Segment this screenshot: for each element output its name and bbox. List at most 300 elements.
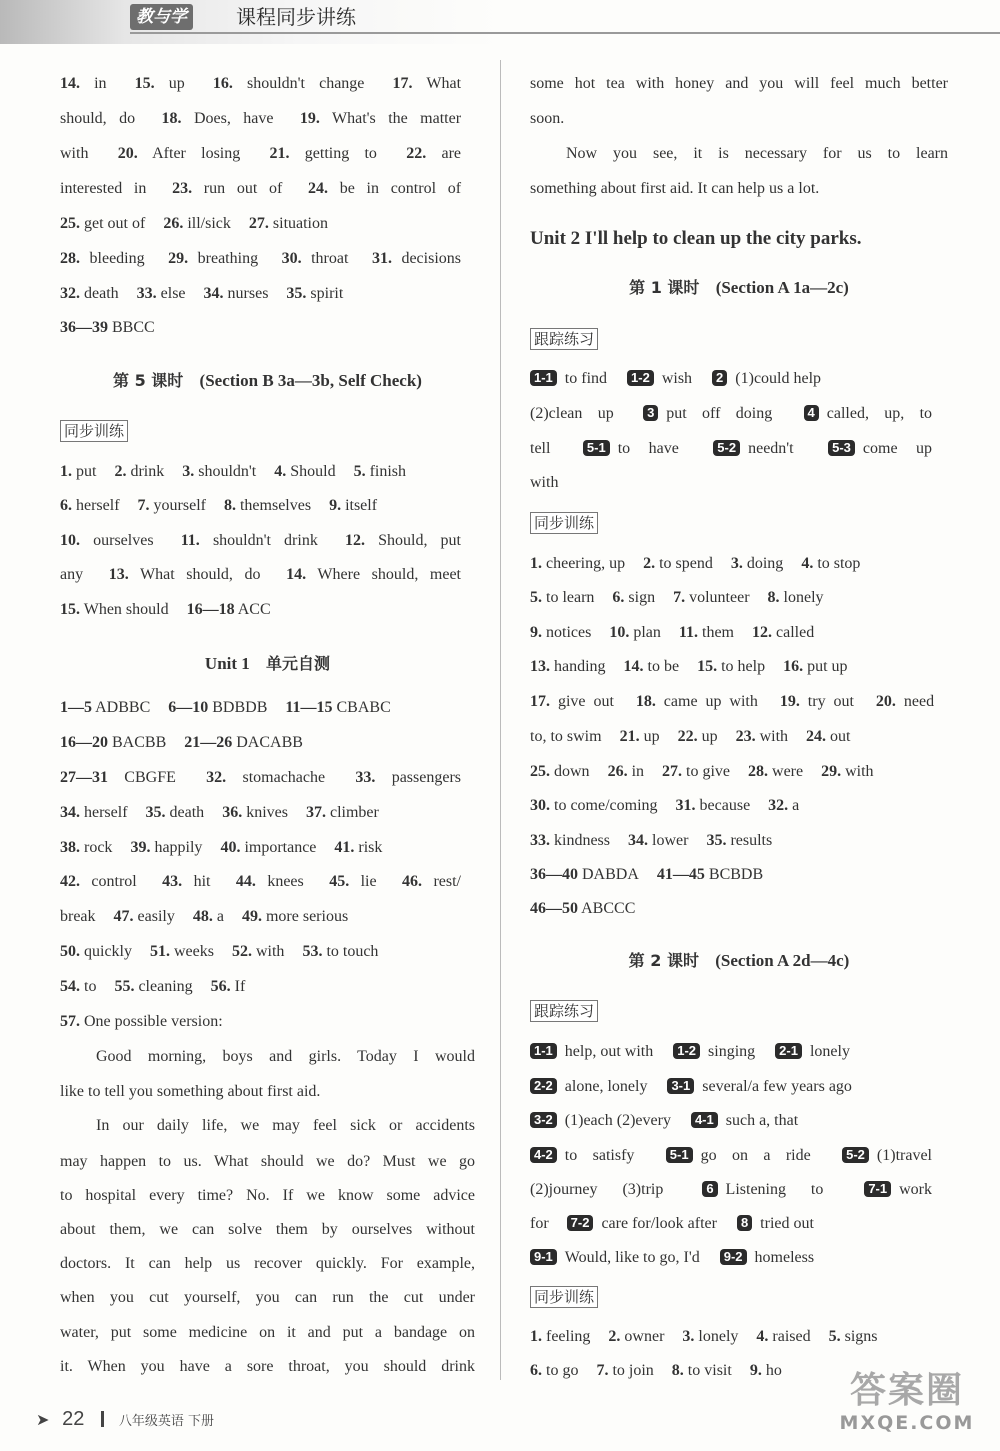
- question-number: 33.: [355, 769, 376, 786]
- question-number: 54.: [60, 978, 80, 995]
- answer-text: themselves: [239, 497, 312, 514]
- question-number: 20.: [117, 145, 138, 162]
- answer-line: [530, 554, 874, 574]
- question-number-badge: 3: [643, 405, 658, 421]
- lesson-heading: [530, 948, 948, 971]
- answer-item: [682, 1328, 738, 1345]
- answer-text: (1)could help: [735, 370, 822, 387]
- answer-text: plan: [633, 624, 661, 641]
- answer-item: [306, 804, 379, 821]
- answer-item: [697, 658, 765, 675]
- question-number: 17.: [530, 693, 550, 710]
- answer-item: [676, 797, 751, 814]
- answer-line: [530, 1361, 796, 1381]
- unit-test-label: 单元自测: [266, 654, 331, 673]
- answer-item: [748, 763, 803, 780]
- question-number-badge: 4-1: [691, 1112, 718, 1128]
- question-number: 50.: [60, 943, 80, 960]
- question-number: 12.: [752, 624, 772, 641]
- question-number: 9.: [530, 624, 542, 641]
- answer-item: [679, 624, 734, 641]
- answer-line: [530, 796, 813, 816]
- answer-text: (1)travel: [876, 1147, 932, 1164]
- answer-line: [60, 907, 362, 927]
- essay-line: water, put some medicine on it and put a bandage on: [60, 1324, 475, 1341]
- answer-text: try out: [807, 693, 854, 710]
- answer-item: [60, 319, 155, 336]
- question-number: 31.: [675, 797, 696, 814]
- question-number: 10.: [609, 624, 630, 641]
- question-number: 3.: [182, 463, 195, 480]
- answer-item: [678, 728, 718, 745]
- answer-text: shouldn't drink: [212, 532, 318, 549]
- book-label: 八年级英语 下册: [118, 1414, 214, 1429]
- answer-text: bleeding: [89, 250, 145, 267]
- answer-item: [60, 463, 96, 480]
- answer-line: [60, 249, 475, 269]
- answer-item: [672, 1362, 732, 1379]
- question-number: 27—31: [60, 769, 108, 786]
- answer-item: [60, 978, 96, 995]
- question-number: 16—18: [186, 601, 235, 618]
- question-number: 42.: [60, 873, 80, 890]
- answer-item: [249, 215, 328, 232]
- question-number: 32.: [60, 285, 80, 302]
- question-number: 36—40: [530, 866, 578, 883]
- brand-logo: 教与学: [130, 4, 193, 30]
- answer-line: [60, 144, 475, 164]
- answer-item: [736, 728, 788, 745]
- answer-text: breathing: [197, 250, 259, 267]
- answer-text: notices: [546, 624, 592, 641]
- lesson-heading: [530, 275, 948, 298]
- answer-item: [224, 497, 311, 514]
- answer-line: [60, 109, 475, 129]
- answer-text: come up: [862, 440, 933, 457]
- answer-item: [530, 797, 658, 814]
- question-number: 21.: [269, 145, 290, 162]
- question-number: 17.: [392, 75, 413, 92]
- question-number-badge: 2: [712, 370, 727, 386]
- question-number-badge: 4: [804, 405, 819, 421]
- answer-item: [211, 978, 246, 995]
- answer-text: itself: [345, 497, 378, 514]
- answer-line: [530, 369, 837, 389]
- answer-line: [60, 318, 169, 338]
- watermark: [832, 1362, 982, 1442]
- answer-item: [168, 699, 267, 716]
- answer-text: work: [899, 1181, 933, 1198]
- answer-item: [768, 797, 799, 814]
- essay-line: about them, we can solve them by ourselves without: [60, 1221, 475, 1238]
- answer-text: to touch: [326, 943, 379, 960]
- question-number: 8.: [671, 1362, 684, 1379]
- section-label: 跟踪练习: [530, 1000, 598, 1022]
- question-number-badge: 9-2: [720, 1249, 747, 1265]
- answer-text: herself: [84, 804, 128, 821]
- question-number: 11.: [180, 532, 200, 549]
- question-number: 23.: [172, 180, 193, 197]
- answer-text: down: [554, 763, 590, 780]
- question-number: 18.: [635, 693, 656, 710]
- answer-text: death: [169, 804, 205, 821]
- question-number: 44.: [235, 873, 256, 890]
- answer-item: [334, 839, 382, 856]
- answer-line: [60, 496, 391, 516]
- answer-line: [530, 1214, 830, 1234]
- answer-item: [329, 497, 377, 514]
- question-number: 28.: [60, 250, 80, 267]
- answer-text: BBCC: [112, 319, 155, 336]
- question-number: 9.: [329, 497, 342, 514]
- answer-text: run out of: [203, 180, 283, 197]
- question-number: 6.: [612, 589, 625, 606]
- answer-text: up: [168, 75, 185, 92]
- lesson-heading: [60, 368, 475, 391]
- answer-item: [282, 250, 349, 267]
- question-number: 51.: [150, 943, 170, 960]
- answer-continuation: (2)journey (3)trip: [530, 1181, 664, 1198]
- answer-item: [162, 873, 210, 890]
- answer-item: [135, 75, 185, 92]
- answer-text: What should, do: [140, 566, 261, 583]
- answer-line: [530, 692, 948, 712]
- answer-item: [138, 497, 206, 514]
- answer-text: them: [702, 624, 734, 641]
- answer-text: kindness: [554, 832, 610, 849]
- answer-item: [118, 145, 241, 162]
- question-number: 35.: [286, 285, 307, 302]
- answer-item: [731, 555, 783, 572]
- question-number: 19.: [779, 693, 800, 710]
- answer-text: throat: [311, 250, 349, 267]
- question-number: 28.: [748, 763, 769, 780]
- question-number: 14.: [286, 566, 307, 583]
- question-number: 22.: [677, 728, 698, 745]
- answer-text: put off doing: [666, 405, 773, 422]
- question-number: 47.: [113, 908, 134, 925]
- question-number-badge: 2-2: [530, 1078, 557, 1094]
- section-label: 同步训练: [60, 420, 128, 442]
- answer-item: [274, 463, 335, 480]
- answer-item: [168, 250, 258, 267]
- answer-continuation: tell: [530, 440, 551, 457]
- answer-item: [60, 285, 119, 302]
- question-number: 25.: [60, 215, 80, 232]
- answer-item: [530, 658, 606, 675]
- answer-text: hit: [193, 873, 211, 890]
- question-number-badge: 1-1: [530, 1043, 557, 1059]
- question-number: 55.: [114, 978, 135, 995]
- answer-item: [60, 769, 176, 786]
- answer-item: [232, 943, 284, 960]
- question-number: 14.: [60, 75, 80, 92]
- question-number: 30.: [530, 797, 550, 814]
- answer-text: help, out with: [564, 1043, 654, 1060]
- question-number: 16.: [783, 658, 804, 675]
- question-number: 2.: [643, 555, 656, 572]
- question-number: 8.: [767, 589, 780, 606]
- answer-item: [285, 699, 390, 716]
- question-number-badge: 8: [737, 1215, 752, 1231]
- answer-item: [530, 624, 591, 641]
- answer-text: needn't: [748, 440, 794, 457]
- question-number-badge: 5-1: [666, 1147, 693, 1163]
- answer-text: called: [776, 624, 815, 641]
- answer-text: several/a few years ago: [702, 1078, 852, 1095]
- answer-text: When should: [83, 601, 169, 618]
- question-number-badge: 3-2: [530, 1112, 557, 1128]
- question-number: 35.: [706, 832, 727, 849]
- answer-text: lower: [652, 832, 689, 849]
- question-number-badge: 1-2: [673, 1043, 700, 1059]
- question-number: 48.: [192, 908, 213, 925]
- answer-item: [756, 1328, 810, 1345]
- answer-line: [60, 74, 475, 94]
- answer-item: [768, 589, 824, 606]
- answer-item: [530, 693, 614, 710]
- question-number: 33.: [530, 832, 550, 849]
- answer-text: lie: [360, 873, 377, 890]
- question-number-badge: 3-1: [667, 1078, 694, 1094]
- unit-title: Unit 2 I'll help to clean up the city parks.: [530, 228, 862, 249]
- question-number: 29.: [821, 763, 842, 780]
- answer-text: came up with: [663, 693, 758, 710]
- answer-item: [530, 866, 639, 883]
- question-number: 33.: [136, 285, 157, 302]
- essay-line: when you cut yourself, you can run the cut under: [60, 1289, 475, 1306]
- question-number: 36—39: [60, 319, 108, 336]
- question-number: 57.: [60, 1013, 80, 1030]
- answer-item: [355, 769, 461, 786]
- answer-text: nurses: [227, 285, 269, 302]
- question-number: 21.: [619, 728, 640, 745]
- answer-text: shouldn't: [198, 463, 257, 480]
- answer-line: [60, 531, 475, 551]
- answer-line: [60, 600, 285, 620]
- answer-text: up: [701, 728, 718, 745]
- answer-item: [530, 1362, 578, 1379]
- answer-item: [530, 900, 635, 917]
- lesson-section: (Section A 1a—2c): [715, 278, 849, 297]
- answer-item: [530, 763, 590, 780]
- essay-line: Now you see, it is necessary for us to learn: [566, 145, 948, 162]
- answer-text: go on a ride: [700, 1147, 811, 1164]
- answer-text: raised: [772, 1328, 811, 1345]
- answer-item: [662, 763, 730, 780]
- answer-text: to join: [612, 1362, 654, 1379]
- question-number: 15.: [697, 658, 718, 675]
- answer-text: such a, that: [725, 1112, 799, 1129]
- question-number: 19.: [299, 110, 320, 127]
- answer-item: [806, 728, 850, 745]
- answer-continuation: break: [60, 908, 96, 925]
- lesson-number: 第 1 课时: [629, 278, 700, 297]
- answer-text: in: [94, 75, 107, 92]
- answer-line: [60, 977, 259, 997]
- question-number: 27.: [662, 763, 683, 780]
- answer-text: in: [631, 763, 645, 780]
- question-number: 41.: [334, 839, 355, 856]
- question-number: 39.: [130, 839, 151, 856]
- answer-continuation: to, to swim: [530, 728, 602, 745]
- question-number-badge: 5-1: [583, 440, 610, 456]
- answer-item: [402, 873, 461, 890]
- lesson-section: (Section A 2d—4c): [715, 951, 850, 970]
- section-label: 同步训练: [530, 1286, 598, 1308]
- answer-text: knees: [267, 873, 304, 890]
- answer-continuation: (2)clean up: [530, 405, 614, 422]
- answer-item: [270, 145, 377, 162]
- answer-text: drink: [130, 463, 165, 480]
- answer-item: [114, 463, 164, 480]
- answer-text: feeling: [546, 1328, 591, 1345]
- answer-item: [801, 555, 860, 572]
- answer-item: [530, 1328, 590, 1345]
- answer-line: [60, 462, 420, 482]
- answer-text: knives: [246, 804, 288, 821]
- question-number: 31.: [371, 250, 392, 267]
- answer-line: [60, 698, 405, 718]
- answer-text: Would, like to go, I'd: [564, 1249, 700, 1266]
- watermark-logo-text: 答案圈: [849, 1370, 964, 1411]
- answer-text: BACBB: [112, 734, 167, 751]
- answer-item: [181, 532, 318, 549]
- answer-item: [628, 832, 688, 849]
- answer-item: [643, 555, 713, 572]
- question-number-badge: 9-1: [530, 1249, 557, 1265]
- question-number: 5.: [530, 589, 542, 606]
- answer-text: results: [730, 832, 773, 849]
- watermark-url: MXQE.COM: [839, 1412, 975, 1434]
- answer-line: [530, 1042, 866, 1062]
- question-number: 53.: [302, 943, 323, 960]
- answer-text: handing: [554, 658, 606, 675]
- answer-line: [530, 865, 777, 885]
- question-number: 1—5: [60, 699, 92, 716]
- question-number: 46—50: [530, 900, 578, 917]
- question-number: 4.: [756, 1328, 769, 1345]
- question-number-badge: 7-2: [567, 1215, 594, 1231]
- essay-line: doctors. It can help us recover quickly. For example,: [60, 1255, 475, 1272]
- section-label: 跟踪练习: [530, 328, 598, 350]
- answer-text: to find: [564, 370, 608, 387]
- question-number: 7.: [673, 589, 686, 606]
- answer-line: [60, 803, 393, 823]
- question-number-badge: 4-2: [530, 1147, 557, 1163]
- answer-line: [60, 942, 392, 962]
- answer-item: [608, 1328, 664, 1345]
- answer-item: [286, 566, 461, 583]
- question-number: 7.: [137, 497, 150, 514]
- answer-text: out: [830, 728, 851, 745]
- answer-item: [612, 589, 655, 606]
- answer-text: If: [234, 978, 246, 995]
- answer-item: [750, 1362, 782, 1379]
- answer-text: Should, put: [378, 532, 462, 549]
- answer-item: [752, 624, 814, 641]
- question-number-badge: 5-2: [842, 1147, 869, 1163]
- question-number: 45.: [329, 873, 350, 890]
- answer-text: yourself: [153, 497, 206, 514]
- answer-text: ABCCC: [581, 900, 636, 917]
- answer-item: [596, 1362, 653, 1379]
- essay-line: to hospital every time? No. If we know some advice: [60, 1187, 475, 1204]
- answer-item: [206, 769, 325, 786]
- answer-line: [530, 1111, 814, 1131]
- answer-line: [60, 838, 396, 858]
- question-number: 8.: [223, 497, 236, 514]
- answer-line: [60, 565, 475, 585]
- answer-text: risk: [358, 839, 383, 856]
- answer-line: [60, 179, 475, 199]
- question-number: 9.: [749, 1362, 762, 1379]
- answer-text: shouldn't change: [247, 75, 365, 92]
- answer-line: [530, 1327, 892, 1347]
- answer-line: [60, 284, 357, 304]
- answer-text: a: [792, 797, 800, 814]
- answer-text: CBGFE: [124, 769, 176, 786]
- answer-line: with: [530, 474, 559, 491]
- answer-item: [302, 943, 378, 960]
- question-number: 15.: [60, 601, 80, 618]
- question-number: 6.: [60, 497, 72, 514]
- question-number: 34.: [628, 832, 648, 849]
- question-number: 46.: [402, 873, 423, 890]
- answer-item: [60, 497, 120, 514]
- answer-continuation: any: [60, 566, 84, 583]
- question-number: 5.: [828, 1328, 841, 1345]
- header-title: 课程同步讲练: [236, 5, 356, 29]
- question-number: 4.: [274, 463, 287, 480]
- answer-text: BCBDB: [708, 866, 764, 883]
- answer-text: getting to: [304, 145, 377, 162]
- answer-item: [187, 601, 271, 618]
- question-number: 16—20: [60, 734, 108, 751]
- answer-text: care for/look after: [601, 1215, 717, 1232]
- answer-item: [345, 532, 461, 549]
- answer-line: [530, 1180, 948, 1200]
- answer-text: weeks: [174, 943, 214, 960]
- question-number-badge: 5-2: [713, 440, 740, 456]
- answer-text: to come/coming: [554, 797, 658, 814]
- answer-text: easily: [137, 908, 175, 925]
- answer-text: rock: [84, 839, 113, 856]
- answer-text: BDBDB: [212, 699, 268, 716]
- question-number: 14.: [623, 658, 644, 675]
- essay-line: soon.: [530, 110, 565, 127]
- answer-item: [530, 589, 594, 606]
- answer-item: [204, 285, 269, 302]
- question-number: 56.: [210, 978, 231, 995]
- header-rule: [130, 32, 1000, 34]
- question-number-badge: 6: [702, 1181, 717, 1197]
- question-number: 5.: [353, 463, 366, 480]
- question-number: 24.: [806, 728, 827, 745]
- answer-text: What: [426, 75, 462, 92]
- question-number-badge: 1-2: [627, 370, 654, 386]
- answer-text: importance: [244, 839, 317, 856]
- answer-item: [150, 943, 214, 960]
- answer-text: to spend: [659, 555, 713, 572]
- answer-text: ill/sick: [187, 215, 231, 232]
- answer-text: be in control of: [339, 180, 462, 197]
- answer-line: [530, 831, 786, 851]
- answer-item: [114, 908, 175, 925]
- answer-item: [60, 734, 166, 751]
- answer-text: to be: [647, 658, 680, 675]
- answer-text: to learn: [546, 589, 595, 606]
